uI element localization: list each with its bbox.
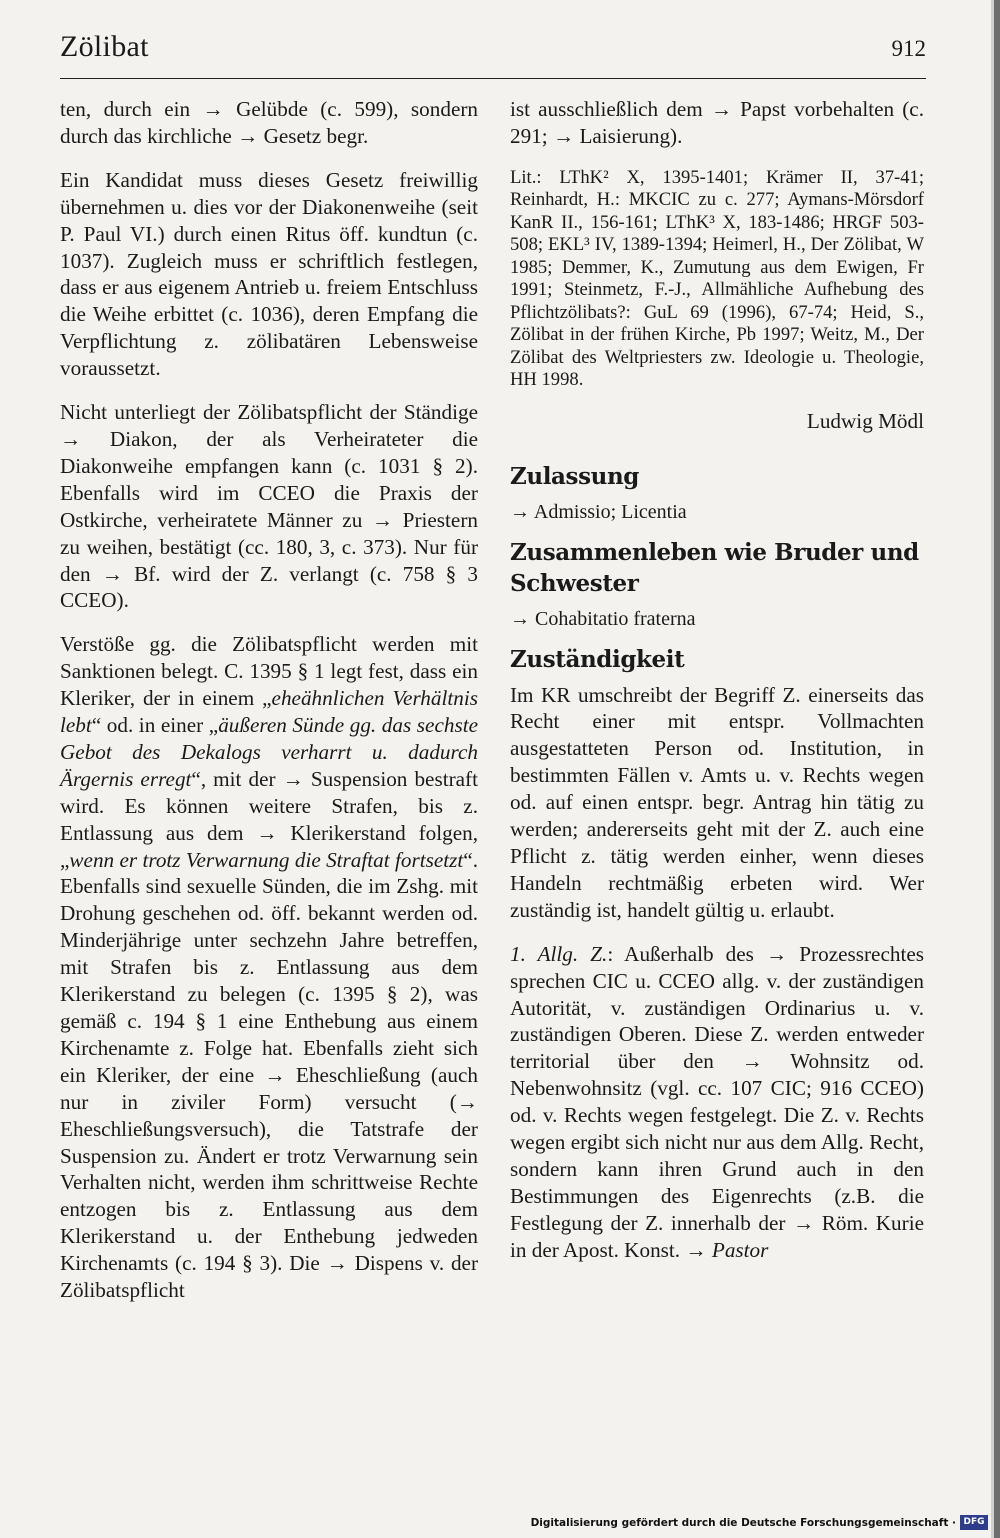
- italic-quote: eheähnlichen Verhältnis lebt: [60, 686, 478, 738]
- running-title: Zölibat: [60, 30, 149, 63]
- page-number: 912: [891, 36, 926, 61]
- italic-quote: äußeren Sünde gg. das sechste Gebot des Dekalogs verharrt u. dadurch Ärgernis erregt: [60, 713, 478, 791]
- text-run: : Außerhalb des → Prozessrechtes sprechen CIC u. CCEO allg. v. der zuständigen Autorität, v. zuständigen Ordinarius u. v. zuständigen Oberen. Diese Z. werden entweder territorial über den → Wohnsitz od. Nebenwohnsitz (vgl. cc. 107 CIC; 916 CCEO) od. v. Rechts wegen festgelegt. Die Z. v. Rechts wegen ergibt sich nicht nur aus dem Allg. Recht, sondern kann ihren Grund auch in den Bestimmungen des Eigenrechts (z.B. die Festlegung der Z. innerhalb der → Röm. Kurie in der Apost. Konst. →: [510, 941, 924, 1262]
- author-name: Ludwig Mödl: [806, 408, 924, 433]
- text-run: Verstöße gg. die Zölibatspflicht werden mit Sanktionen belegt. C. 1395 § 1 legt fest, dass ein Kleriker, der in einem „: [60, 632, 478, 711]
- paragraph: ten, durch ein → Gelübde (c. 599), sondern durch das kirchliche → Gesetz begr.: [60, 97, 478, 148]
- right-column: [510, 96, 924, 1281]
- italic-reference: Pastor: [711, 1237, 769, 1262]
- page-header: [60, 30, 926, 74]
- paragraph: Nicht unterliegt der Zölibatspflicht der Ständige → Diakon, der als Verheirateter die Diakonweihe empfangen kann (c. 1031 § 2). Ebenfalls wird im CCEO die Praxis der Ostkirche, verheiratete Männer zu → Priestern zu weihen, bestätigt (cc. 180, 3, c. 373). Nur für den → Bf. wird der Z. verlangt (c. 758 § 3 CCEO).: [60, 400, 478, 613]
- literature-list: Lit.: LThK² X, 1395-1401; Krämer II, 37-41; Reinhardt, H.: MKCIC zu c. 277; Aymans-Mörsdorf KanR II., 156-161; LThK³ X, 183-1486; HRGF 503-508; EKL³ IV, 1389-1394; Heimerl, H., Der Zölibat, W 1985; Demmer, K., Zumutung aus dem Ewigen, Fr 1991; Steinmetz, F.-J., Allmähliche Aufhebung des Pflichtzölibats?: GuL 69 (1996), 67-74; Heid, S., Zölibat in der frühen Kirche, Pb 1997; Weitz, M., Der Zölibat des Weltpriesters zw. Ideologie u. Theologie, HH 1998.: [510, 166, 924, 391]
- paragraph-continuation: ist ausschließlich dem → Papst vorbehalten (c. 291; → Laisierung).: [510, 97, 924, 148]
- section-label: 1. Allg. Z.: [510, 941, 608, 966]
- paragraph: Ein Kandidat muss dieses Gesetz freiwillig übernehmen u. dies vor der Diakonenweihe (seit P. Paul VI.) durch einen Ritus öff. kundtun (c. 1037). Zugleich muss er schriftlich festlegen, dass er aus eigenem Antrieb u. freiem Entschluss die Weihe erbittet (c. 1036), deren Empfang die Verpflichtung z. zölibatären Lebensweise voraussetzt.: [60, 167, 478, 381]
- header-rule: [60, 78, 926, 79]
- digitization-footer: Digitalisierung gefördert durch die Deutsche Forschungsgemeinschaft ·: [530, 1517, 956, 1529]
- paragraph-sanctions: [60, 631, 478, 1304]
- italic-quote: wenn er trotz Verwarnung die Straftat fortsetzt: [69, 847, 464, 872]
- text-run: “ od. in einer „: [91, 713, 219, 738]
- cross-reference: → Admissio; Licentia: [510, 500, 687, 523]
- text-run: “, mit der → Suspension bestraft wird. Es können weitere Strafen, bis z. Entlassung aus dem → Klerikerstand folgen, „: [60, 766, 478, 872]
- dfg-logo: DFG: [960, 1515, 988, 1530]
- entry-heading-zulassung: Zulassung: [510, 462, 639, 490]
- left-column: [60, 96, 478, 1321]
- text-run: “. Ebenfalls sind sexuelle Sünden, die im Zshg. mit Drohung geschehen od. öff. bekannt werden od. Minderjährige unter sechzehn Jahre betreffen, mit Strafen bis z. Entlassung aus dem Klerikerstand zu belegen (c. 1395 § 2), was gemäß c. 194 § 1 eine Enthebung aus einem Kirchenamte z. Folge hat. Ebenfalls zieht sich ein Kleriker, der eine → Eheschließung (auch nur in ziviler Form) versucht (→ Eheschließungsversuch), die Tatstrafe der Suspension zu. Ändert er trotz Verwarnung sein Verhalten nicht, werden ihm schrittweise Rechte entzogen bis z. Entlassung aus dem Klerikerstand u. der Enthebung jedweden Kirchenamts (c. 194 § 3). Die → Dispens v. der Zölibatspflicht: [60, 847, 478, 1303]
- cross-reference: → Cohabitatio fraterna: [510, 607, 696, 630]
- entry-heading-zustaendigkeit: Zuständigkeit: [510, 645, 685, 673]
- entry-heading-zusammenleben: Zusammenleben wie Bruder und Schwester: [510, 538, 919, 597]
- paragraph-allg: [510, 941, 924, 1264]
- paragraph: Im KR umschreibt der Begriff Z. einerseits das Recht einer mit entspr. Vollmachten ausgestatteten Person od. Institution, in bestimmten Fällen v. Amts u. v. Rechts wegen od. auf einen entspr. begr. Antrag hin tätig zu werden; andererseits geht mit der Z. auch eine Pflicht z. tätig werden einher, wenn dieses Handeln rechtmäßig erbeten wird. Wer zuständig ist, handelt gültig u. erlaubt.: [510, 682, 924, 922]
- page-edge-shadow: [994, 0, 1000, 1538]
